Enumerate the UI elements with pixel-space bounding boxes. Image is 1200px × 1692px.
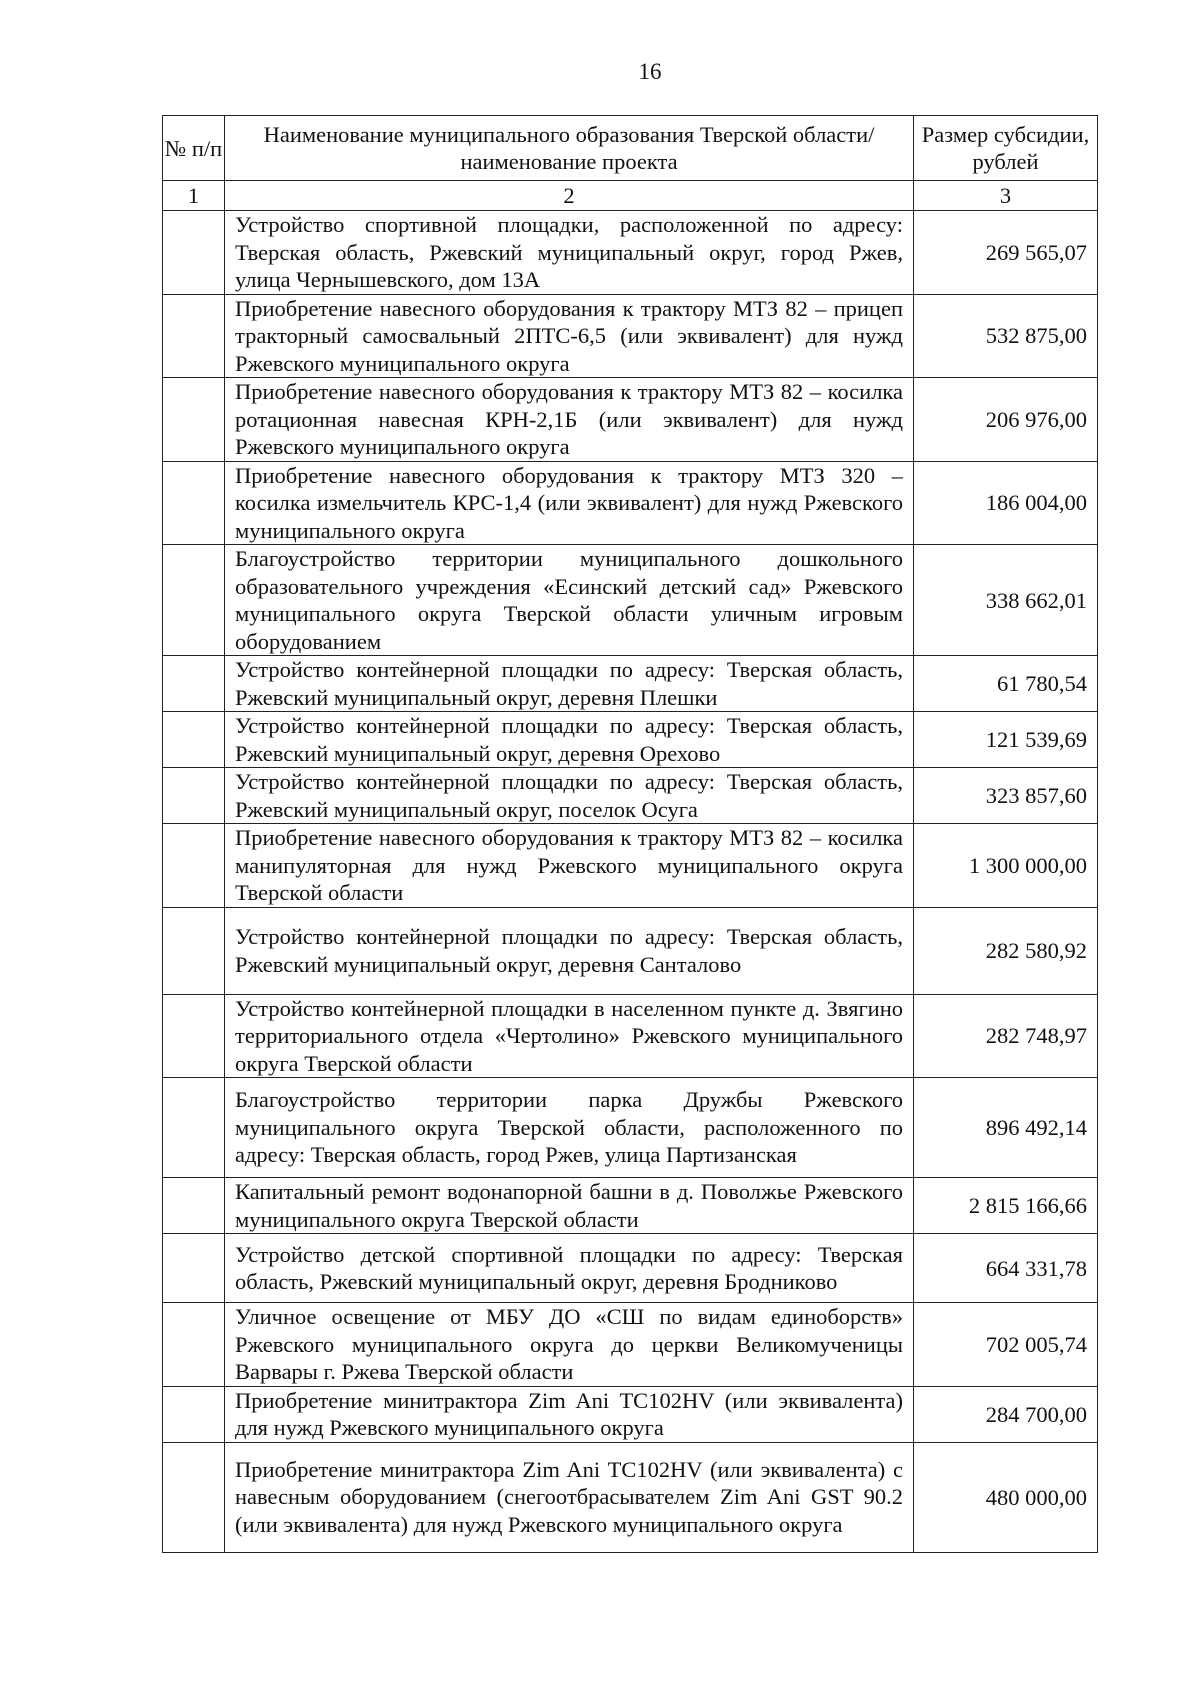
project-name: Устройство контейнерной площадки по адресу: Тверская область, Ржевский муниципальный округ, деревня Плешки — [225, 656, 914, 712]
table-row — [163, 1442, 1098, 1552]
table-row — [163, 768, 1098, 824]
table-row — [163, 1386, 1098, 1442]
subsidy-table — [162, 115, 1098, 1553]
row-number — [163, 1234, 225, 1303]
table-row — [163, 211, 1098, 295]
subsidy-amount: 186 004,00 — [914, 461, 1098, 545]
row-number — [163, 378, 225, 462]
header-name: Наименование муниципального образования Тверской области/наименование проекта — [225, 116, 914, 181]
project-name: Приобретение навесного оборудования к трактору МТЗ 320 – косилка измельчитель КРС-1,4 (или эквивалент) для нужд Ржевского муниципального округа — [225, 461, 914, 545]
project-name: Благоустройство территории муниципального дошкольного образовательного учреждения «Есинский детский сад» Ржевского муниципального округа Тверской области уличным игровым оборудованием — [225, 545, 914, 656]
table-row — [163, 1078, 1098, 1178]
subsidy-amount: 61 780,54 — [914, 656, 1098, 712]
column-index-3: 3 — [914, 181, 1098, 211]
row-number — [163, 211, 225, 295]
table-row — [163, 1303, 1098, 1387]
table-row — [163, 461, 1098, 545]
subsidy-amount: 323 857,60 — [914, 768, 1098, 824]
subsidy-amount: 1 300 000,00 — [914, 824, 1098, 908]
table-row — [163, 294, 1098, 378]
subsidy-amount: 269 565,07 — [914, 211, 1098, 295]
subsidy-amount: 480 000,00 — [914, 1442, 1098, 1552]
table-row — [163, 378, 1098, 462]
subsidy-amount: 206 976,00 — [914, 378, 1098, 462]
row-number — [163, 545, 225, 656]
subsidy-amount: 2 815 166,66 — [914, 1178, 1098, 1234]
subsidy-amount: 532 875,00 — [914, 294, 1098, 378]
subsidy-amount: 284 700,00 — [914, 1386, 1098, 1442]
row-number — [163, 824, 225, 908]
row-number — [163, 1386, 225, 1442]
project-name: Уличное освещение от МБУ ДО «СШ по видам единоборств» Ржевского муниципального округа до церкви Великомученицы Варвары г. Ржева Тверской области — [225, 1303, 914, 1387]
subsidy-amount: 702 005,74 — [914, 1303, 1098, 1387]
project-name: Приобретение минитрактора Zim Ani TC102HV (или эквивалента) с навесным оборудованием (снегоотбрасывателем Zim Ani GST 90.2 (или эквивалента) для нужд Ржевского муниципального округа — [225, 1442, 914, 1552]
row-number — [163, 768, 225, 824]
row-number — [163, 656, 225, 712]
table-row — [163, 712, 1098, 768]
project-name: Устройство контейнерной площадки в населенном пункте д. Звягино территориального отдела «Чертолино» Ржевского муниципального округа Тверской области — [225, 994, 914, 1078]
row-number — [163, 712, 225, 768]
subsidy-amount: 282 748,97 — [914, 994, 1098, 1078]
row-number — [163, 907, 225, 994]
project-name: Приобретение минитрактора Zim Ani TC102HV (или эквивалента) для нужд Ржевского муниципального округа — [225, 1386, 914, 1442]
header-num: № п/п — [163, 116, 225, 181]
subsidy-amount: 896 492,14 — [914, 1078, 1098, 1178]
column-index-2: 2 — [225, 181, 914, 211]
project-name: Приобретение навесного оборудования к трактору МТЗ 82 – косилка ротационная навесная КРН-2,1Б (или эквивалент) для нужд Ржевского муниципального округа — [225, 378, 914, 462]
subsidy-amount: 282 580,92 — [914, 907, 1098, 994]
table-row — [163, 824, 1098, 908]
project-name: Устройство контейнерной площадки по адресу: Тверская область, Ржевский муниципальный округ, деревня Орехово — [225, 712, 914, 768]
row-number — [163, 1178, 225, 1234]
page-number: 16 — [638, 59, 662, 84]
project-name: Устройство контейнерной площадки по адресу: Тверская область, Ржевский муниципальный округ, деревня Санталово — [225, 907, 914, 994]
project-name: Приобретение навесного оборудования к трактору МТЗ 82 – прицеп тракторный самосвальный 2ПТС-6,5 (или эквивалент) для нужд Ржевского муниципального округа — [225, 294, 914, 378]
subsidy-amount: 664 331,78 — [914, 1234, 1098, 1303]
row-number — [163, 294, 225, 378]
project-name: Устройство спортивной площадки, расположенной по адресу: Тверская область, Ржевский муниципальный округ, город Ржев, улица Чернышевского, дом 13А — [225, 211, 914, 295]
table-row — [163, 656, 1098, 712]
table-row — [163, 1178, 1098, 1234]
column-index-1: 1 — [163, 181, 225, 211]
project-name: Благоустройство территории парка Дружбы Ржевского муниципального округа Тверской области, расположенного по адресу: Тверская область, город Ржев, улица Партизанская — [225, 1078, 914, 1178]
row-number — [163, 1303, 225, 1387]
table-body — [163, 116, 1098, 1553]
table-row — [163, 994, 1098, 1078]
project-name: Устройство детской спортивной площадки по адресу: Тверская область, Ржевский муниципальный округ, деревня Бродниково — [225, 1234, 914, 1303]
subsidy-amount: 338 662,01 — [914, 545, 1098, 656]
header-amount: Размер субсидии, рублей — [914, 116, 1098, 181]
table-header-row — [163, 116, 1098, 181]
table-row — [163, 545, 1098, 656]
project-name: Капитальный ремонт водонапорной башни в д. Поволжье Ржевского муниципального округа Тверской области — [225, 1178, 914, 1234]
row-number — [163, 1078, 225, 1178]
project-name: Устройство контейнерной площадки по адресу: Тверская область, Ржевский муниципальный округ, поселок Осуга — [225, 768, 914, 824]
row-number — [163, 994, 225, 1078]
table-row — [163, 1234, 1098, 1303]
column-index-row — [163, 181, 1098, 211]
row-number — [163, 1442, 225, 1552]
project-name: Приобретение навесного оборудования к трактору МТЗ 82 – косилка манипуляторная для нужд Ржевского муниципального округа Тверской области — [225, 824, 914, 908]
subsidy-amount: 121 539,69 — [914, 712, 1098, 768]
table-row — [163, 907, 1098, 994]
row-number — [163, 461, 225, 545]
